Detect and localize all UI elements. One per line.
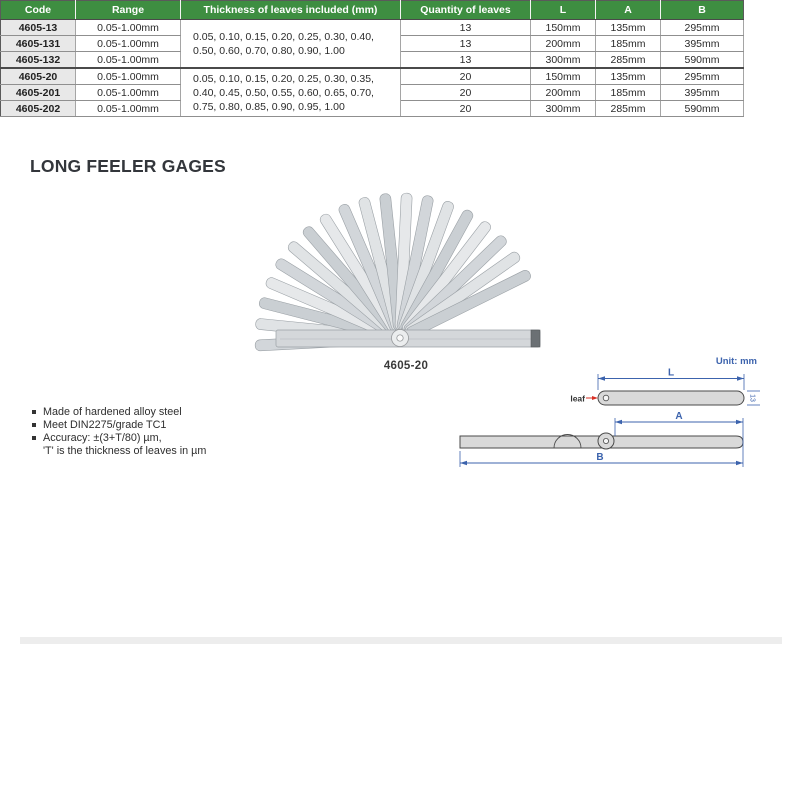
table-header-row xyxy=(1,1,744,20)
dim-label-a: A xyxy=(675,411,683,422)
cell-a: 135mm xyxy=(596,20,661,36)
cell-a: 285mm xyxy=(596,52,661,69)
spec-table xyxy=(0,0,744,117)
assembly-diagram xyxy=(460,411,743,467)
column-header-b: B xyxy=(661,1,744,20)
leaf-shape xyxy=(598,391,744,405)
cell-quantity: 20 xyxy=(401,85,531,101)
cell-quantity: 20 xyxy=(401,101,531,117)
cell-quantity: 13 xyxy=(401,20,531,36)
feature-list xyxy=(30,406,206,458)
column-header-code: Code xyxy=(1,1,76,20)
pivot-circle xyxy=(598,433,614,449)
page-divider xyxy=(20,637,782,644)
feature-item xyxy=(30,406,206,419)
cell-a: 135mm xyxy=(596,68,661,85)
cell-a: 285mm xyxy=(596,101,661,117)
column-header-a: A xyxy=(596,1,661,20)
cell-range: 0.05-1.00mm xyxy=(76,36,181,52)
cell-range: 0.05-1.00mm xyxy=(76,101,181,117)
unit-note: Unit: mm xyxy=(715,356,757,367)
feature-item xyxy=(30,419,206,432)
cell-b: 395mm xyxy=(661,85,744,101)
leaf-callout-label: leaf xyxy=(570,393,585,404)
cell-code: 4605-131 xyxy=(1,36,76,52)
cell-code: 4605-201 xyxy=(1,85,76,101)
cell-l: 300mm xyxy=(531,52,596,69)
dim-label-l: L xyxy=(667,367,675,379)
cell-l: 200mm xyxy=(531,85,596,101)
product-caption: 4605-20 xyxy=(383,360,429,372)
cell-a: 185mm xyxy=(596,36,661,52)
bullet-icon xyxy=(32,410,36,414)
cell-b: 590mm xyxy=(661,101,744,117)
cell-range: 0.05-1.00mm xyxy=(76,85,181,101)
cell-thickness-group1: 0.05, 0.10, 0.15, 0.20, 0.25, 0.30, 0.40, 0.50, 0.60, 0.70, 0.80, 0.90, 1.00 xyxy=(181,20,401,69)
gage-body-shape xyxy=(460,436,743,448)
cell-b: 295mm xyxy=(661,20,744,36)
cell-b: 590mm xyxy=(661,52,744,69)
handle-end-cap xyxy=(531,330,540,347)
feature-item xyxy=(30,445,206,458)
bullet-icon xyxy=(32,423,36,427)
column-header-range: Range xyxy=(76,1,181,20)
leaf-hole xyxy=(603,395,609,401)
cell-code: 4605-13 xyxy=(1,20,76,36)
cell-l: 150mm xyxy=(531,20,596,36)
cell-quantity: 13 xyxy=(401,52,531,69)
cell-b: 295mm xyxy=(661,68,744,85)
feature-text: 'T' is the thickness of leaves in µm xyxy=(43,445,207,457)
column-header-l: L xyxy=(531,1,596,20)
dim-label-b: B xyxy=(596,452,604,463)
cell-range: 0.05-1.00mm xyxy=(76,20,181,36)
cell-l: 300mm xyxy=(531,101,596,117)
cell-a: 185mm xyxy=(596,85,661,101)
cell-range: 0.05-1.00mm xyxy=(76,52,181,69)
leaf-diagram xyxy=(570,368,760,406)
feature-text: Meet DIN2275/grade TC1 xyxy=(43,419,167,431)
gage-handle xyxy=(276,330,540,347)
pivot-rivet xyxy=(392,330,409,347)
feature-text: Made of hardened alloy steel xyxy=(43,406,182,418)
cell-l: 150mm xyxy=(531,68,596,85)
page-title: LONG FEELER GAGES xyxy=(30,156,226,176)
cell-quantity: 20 xyxy=(401,68,531,85)
table-row xyxy=(1,68,744,85)
column-header-quantity: Quantity of leaves xyxy=(401,1,531,20)
bullet-icon xyxy=(32,436,36,440)
cell-quantity: 13 xyxy=(401,36,531,52)
cell-range: 0.05-1.00mm xyxy=(76,68,181,85)
leaf-width-label: 13 xyxy=(748,394,756,402)
table-row xyxy=(1,20,744,36)
cell-code: 4605-202 xyxy=(1,101,76,117)
feature-text: Accuracy: ±(3+T/80) µm, xyxy=(43,432,162,444)
cell-code: 4605-132 xyxy=(1,52,76,69)
feature-item xyxy=(30,432,206,445)
cell-code: 4605-20 xyxy=(1,68,76,85)
cell-thickness-group2: 0.05, 0.10, 0.15, 0.20, 0.25, 0.30, 0.35, 0.40, 0.45, 0.50, 0.55, 0.60, 0.65, 0.70, 0.75, 0.80, 0.85, 0.90, 0.95, 1.00 xyxy=(181,68,401,117)
cell-l: 200mm xyxy=(531,36,596,52)
column-header-thickness: Thickness of leaves included (mm) xyxy=(181,1,401,20)
cell-b: 395mm xyxy=(661,36,744,52)
feeler-gage-photo xyxy=(255,193,540,351)
